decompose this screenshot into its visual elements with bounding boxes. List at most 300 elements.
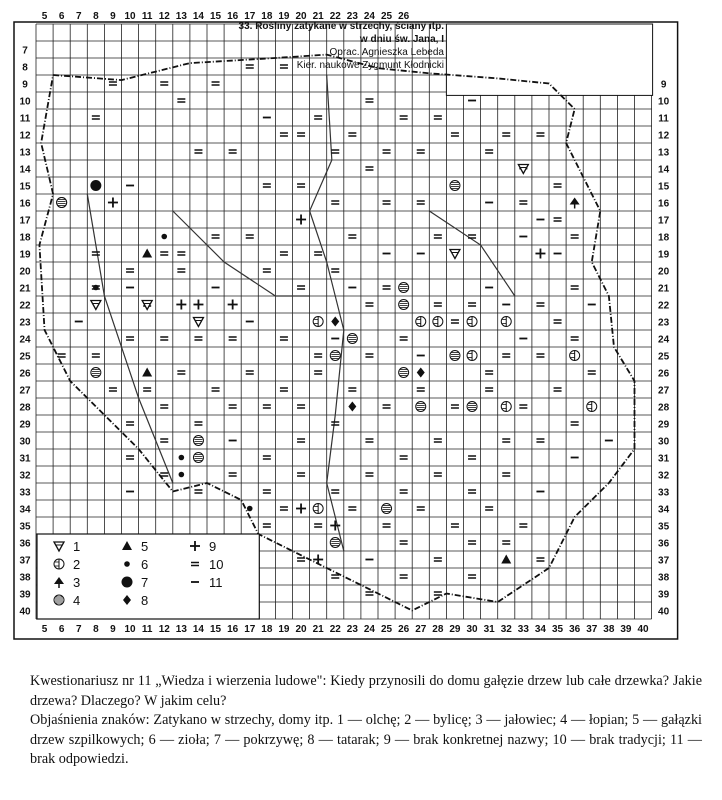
mark-unnamed <box>176 300 186 310</box>
column-number-bottom: 39 <box>620 624 632 635</box>
mark-no-tradition <box>314 354 322 357</box>
mark-juniper <box>570 198 580 209</box>
mark-no-tradition <box>297 558 305 561</box>
mark-unnamed <box>296 215 306 225</box>
mark-mugwort <box>501 402 511 412</box>
column-number-bottom: 12 <box>158 624 170 635</box>
row-number-right: 27 <box>658 385 670 397</box>
row-number-right: 39 <box>658 589 670 601</box>
row-number-left: 24 <box>19 334 31 346</box>
mark-no-tradition <box>263 490 271 493</box>
mark-no-tradition <box>126 456 134 459</box>
mark-no-tradition <box>434 116 442 119</box>
map-subtitle: w dniu św. Jana, I <box>359 34 444 45</box>
row-number-left: 39 <box>19 589 31 601</box>
column-number-bottom: 26 <box>398 624 410 635</box>
row-number-left: 31 <box>19 453 31 465</box>
column-number-bottom: 38 <box>603 624 615 635</box>
mark-no-tradition <box>143 388 151 391</box>
mark-no-tradition <box>331 150 339 153</box>
column-number-bottom: 21 <box>312 624 324 635</box>
mark-no-tradition <box>417 201 425 204</box>
mark-no-tradition <box>502 354 510 357</box>
column-number-bottom: 40 <box>637 624 649 635</box>
row-number-right: 11 <box>658 113 669 125</box>
mark-burdock <box>399 283 409 293</box>
mark-no-tradition <box>177 252 185 255</box>
caption <box>30 672 702 770</box>
mark-no-tradition <box>194 337 202 340</box>
mark-no-tradition <box>434 235 442 238</box>
mark-no-tradition <box>126 269 134 272</box>
row-number-left: 26 <box>19 368 31 380</box>
mark-no-tradition <box>212 82 220 85</box>
mark-no-tradition <box>502 439 510 442</box>
row-number-left: 40 <box>19 606 31 618</box>
row-number-left: 18 <box>19 232 31 244</box>
mark-no-tradition <box>314 524 322 527</box>
row-number-right: 14 <box>658 164 670 176</box>
column-number-bottom: 31 <box>483 624 495 635</box>
row-number-right: 20 <box>658 266 670 278</box>
mark-no-tradition <box>297 184 305 187</box>
mark-no-tradition <box>331 422 339 425</box>
mark-herbs <box>93 285 99 291</box>
column-number-bottom: 28 <box>432 624 444 635</box>
mark-no-tradition <box>400 541 408 544</box>
mark-no-tradition <box>365 592 373 595</box>
mark-no-tradition <box>280 252 288 255</box>
row-number-left: 32 <box>19 470 31 482</box>
mark-burdock <box>91 368 101 378</box>
mark-no-tradition <box>383 286 391 289</box>
mark-mugwort <box>313 504 323 514</box>
row-number-right: 13 <box>658 147 670 159</box>
column-number-bottom: 25 <box>380 624 393 635</box>
mark-no-tradition <box>536 439 544 442</box>
mark-no-tradition <box>434 558 442 561</box>
mark-mugwort <box>313 317 323 327</box>
row-number-left: 33 <box>19 487 31 499</box>
column-number-top: 23 <box>346 11 358 22</box>
mark-no-tradition <box>160 82 168 85</box>
column-number-bottom: 33 <box>517 624 529 635</box>
mark-no-tradition <box>246 65 254 68</box>
mark-no-tradition <box>331 269 339 272</box>
row-number-left: 35 <box>19 521 31 533</box>
row-number-left: 20 <box>19 266 31 278</box>
row-number-left: 17 <box>19 215 31 227</box>
mark-burdock <box>193 436 203 446</box>
legend-label-10: 10 <box>209 557 224 572</box>
mark-no-tradition <box>109 388 117 391</box>
row-number-left: 37 <box>19 555 31 567</box>
mark-no-tradition <box>365 354 373 357</box>
mark-herbs <box>179 472 185 478</box>
column-number-top: 22 <box>329 11 341 22</box>
mark-no-tradition <box>468 456 476 459</box>
mark-no-tradition <box>280 133 288 136</box>
mark-no-tradition <box>417 388 425 391</box>
row-number-right: 29 <box>658 419 670 431</box>
mark-no-tradition <box>571 286 579 289</box>
column-number-top: 12 <box>158 11 170 22</box>
mark-no-tradition <box>348 388 356 391</box>
row-number-right: 18 <box>658 232 670 244</box>
mark-no-tradition <box>417 507 425 510</box>
mark-no-tradition <box>468 303 476 306</box>
mark-no-tradition <box>263 456 271 459</box>
mark-no-tradition <box>502 133 510 136</box>
column-number-bottom: 8 <box>93 624 99 635</box>
mark-conifer-twigs <box>142 368 152 377</box>
column-number-bottom: 22 <box>329 624 341 635</box>
mark-no-tradition <box>212 235 220 238</box>
mark-mugwort <box>570 351 580 361</box>
row-number-right: 37 <box>658 555 670 567</box>
mark-no-tradition <box>365 439 373 442</box>
mark-calamus <box>348 402 356 412</box>
mark-no-tradition <box>109 82 117 85</box>
mark-no-tradition <box>177 269 185 272</box>
column-number-bottom: 18 <box>261 624 273 635</box>
mark-no-tradition <box>502 473 510 476</box>
row-number-left: 23 <box>19 317 31 329</box>
row-number-left: 29 <box>19 419 31 431</box>
row-number-right: 22 <box>658 300 670 312</box>
row-number-right: 25 <box>658 351 670 363</box>
row-number-left: 28 <box>19 402 31 414</box>
row-number-right: 38 <box>658 572 670 584</box>
row-number-right: 40 <box>658 606 670 618</box>
column-number-bottom: 37 <box>586 624 598 635</box>
title-box <box>446 24 652 95</box>
column-number-bottom: 17 <box>244 624 256 635</box>
mark-burdock <box>450 181 460 191</box>
legend-label-9: 9 <box>209 539 217 554</box>
mark-unnamed <box>193 300 203 310</box>
row-number-right: 10 <box>658 96 670 108</box>
mark-alder <box>450 250 460 259</box>
mark-burdock <box>330 351 340 361</box>
column-number-top: 19 <box>278 11 290 22</box>
mark-conifer-twigs <box>501 555 511 564</box>
column-number-top: 9 <box>110 11 116 22</box>
row-number-left: 16 <box>19 198 31 210</box>
mark-no-tradition <box>160 252 168 255</box>
mark-burdock <box>416 402 426 412</box>
mark-burdock <box>347 334 357 344</box>
row-number-right: 16 <box>658 198 670 210</box>
mark-no-tradition <box>519 201 527 204</box>
column-number-bottom: 19 <box>278 624 290 635</box>
mark-no-tradition <box>400 490 408 493</box>
row-number-left: 9 <box>22 79 28 91</box>
mark-no-tradition <box>246 235 254 238</box>
column-number-bottom: 24 <box>363 624 376 635</box>
mark-burdock <box>399 300 409 310</box>
row-number-right: 35 <box>658 521 670 533</box>
legend-label-6: 6 <box>141 557 149 572</box>
mark-herbs <box>247 506 253 512</box>
mark-burdock <box>450 351 460 361</box>
mark-no-tradition <box>280 65 288 68</box>
column-number-bottom: 6 <box>58 624 65 635</box>
column-number-top: 16 <box>227 11 239 22</box>
mark-no-tradition <box>383 150 391 153</box>
column-number-bottom: 9 <box>110 624 116 635</box>
mark-no-tradition <box>263 269 271 272</box>
mark-no-tradition <box>365 473 373 476</box>
mark-no-tradition <box>160 337 168 340</box>
column-number-top: 10 <box>124 11 136 22</box>
mark-no-tradition <box>331 201 339 204</box>
mark-no-tradition <box>297 405 305 408</box>
mark-no-tradition <box>485 371 493 374</box>
caption-question: Kwestionariusz nr 11 „Wiedza i wierzenia ludowe": Kiedy przynosili do domu gałęzie drzew lub całe drzewka? Jakie drzewa? Dlaczego? W jakim celu? <box>30 673 702 709</box>
mark-no-tradition <box>536 558 544 561</box>
row-number-left: 12 <box>19 130 31 142</box>
column-number-top: 8 <box>93 11 99 22</box>
row-number-left: 27 <box>19 385 31 397</box>
row-number-left: 21 <box>19 283 31 295</box>
row-number-right: 30 <box>658 436 670 448</box>
mark-no-tradition <box>314 116 322 119</box>
row-number-right: 15 <box>658 181 670 193</box>
mark-no-tradition <box>263 524 271 527</box>
column-number-top: 20 <box>295 11 307 22</box>
map-supervisor: Kier. naukowe Zygmunt Kłodnicki <box>296 60 444 71</box>
legend-symbol-6 <box>124 561 130 567</box>
legend-label-7: 7 <box>141 575 149 590</box>
column-number-bottom: 5 <box>41 624 48 635</box>
legend-label-2: 2 <box>73 557 81 572</box>
mark-no-tradition <box>365 99 373 102</box>
legend-symbol-4 <box>54 595 64 605</box>
mark-no-tradition <box>246 371 254 374</box>
row-number-right: 33 <box>658 487 670 499</box>
row-number-left: 30 <box>19 436 31 448</box>
mark-no-tradition <box>451 320 459 323</box>
row-number-right: 17 <box>658 215 670 227</box>
mark-no-tradition <box>554 218 562 221</box>
mark-no-tradition <box>554 184 562 187</box>
column-number-bottom: 14 <box>192 624 205 635</box>
mark-no-tradition <box>434 439 442 442</box>
mark-no-tradition <box>160 439 168 442</box>
row-number-right: 28 <box>658 402 670 414</box>
row-number-right: 31 <box>658 453 670 465</box>
mark-no-tradition <box>485 507 493 510</box>
mark-burdock <box>193 453 203 463</box>
mark-no-tradition <box>126 337 134 340</box>
mark-no-tradition <box>280 337 288 340</box>
row-number-left: 8 <box>22 62 28 74</box>
mark-no-tradition <box>348 235 356 238</box>
mark-no-tradition <box>434 303 442 306</box>
mark-burdock <box>382 504 392 514</box>
mark-no-tradition <box>451 524 459 527</box>
mark-burdock <box>399 368 409 378</box>
legend-label-3: 3 <box>73 575 81 590</box>
column-number-bottom: 23 <box>346 624 358 635</box>
mark-no-tradition <box>400 337 408 340</box>
column-number-top: 24 <box>363 11 376 22</box>
mark-no-tradition <box>365 303 373 306</box>
legend-label-4: 4 <box>73 593 81 608</box>
mark-herbs <box>161 234 167 240</box>
column-number-top: 18 <box>261 11 273 22</box>
row-number-right: 32 <box>658 470 670 482</box>
row-number-right: 26 <box>658 368 670 380</box>
mark-no-tradition <box>331 575 339 578</box>
row-number-left: 22 <box>19 300 31 312</box>
row-number-left: 15 <box>19 181 31 193</box>
row-number-right: 34 <box>658 504 670 516</box>
column-number-bottom: 29 <box>449 624 461 635</box>
mark-no-tradition <box>314 252 322 255</box>
column-number-top: 7 <box>75 11 82 22</box>
mark-no-tradition <box>348 133 356 136</box>
column-number-bottom: 16 <box>227 624 239 635</box>
mark-no-tradition <box>212 388 220 391</box>
mark-no-tradition <box>519 524 527 527</box>
mark-no-tradition <box>571 337 579 340</box>
mark-no-tradition <box>348 507 356 510</box>
mark-unnamed <box>313 555 323 565</box>
mark-mugwort <box>501 317 511 327</box>
mark-mugwort <box>433 317 443 327</box>
column-number-top: 26 <box>398 11 410 22</box>
mark-no-tradition <box>229 405 237 408</box>
column-number-bottom: 32 <box>500 624 512 635</box>
mark-no-tradition <box>297 286 305 289</box>
column-number-bottom: 15 <box>209 624 222 635</box>
mark-no-tradition <box>365 167 373 170</box>
mark-mugwort <box>587 402 597 412</box>
country-border <box>39 55 634 611</box>
river <box>87 194 173 483</box>
mark-herbs <box>179 455 185 461</box>
mark-no-tradition <box>468 235 476 238</box>
mark-no-tradition <box>451 405 459 408</box>
mark-no-tradition <box>485 388 493 391</box>
row-number-left: 25 <box>19 351 31 363</box>
mark-no-tradition <box>177 371 185 374</box>
mark-no-tradition <box>502 541 510 544</box>
row-number-left: 10 <box>19 96 31 108</box>
mark-no-tradition <box>229 473 237 476</box>
mark-no-tradition <box>468 490 476 493</box>
mark-unnamed <box>228 300 238 310</box>
column-number-bottom: 35 <box>551 624 564 635</box>
column-number-top: 5 <box>41 11 48 22</box>
mark-no-tradition <box>297 439 305 442</box>
mark-no-tradition <box>400 575 408 578</box>
column-number-bottom: 20 <box>295 624 307 635</box>
row-number-right: 9 <box>660 79 667 91</box>
mark-no-tradition <box>451 133 459 136</box>
mark-no-tradition <box>126 422 134 425</box>
mark-no-tradition <box>536 303 544 306</box>
mark-no-tradition <box>434 473 442 476</box>
row-number-right: 21 <box>658 283 670 295</box>
column-number-top: 11 <box>141 11 153 22</box>
column-number-bottom: 10 <box>124 624 136 635</box>
mark-herbs <box>93 183 99 189</box>
mark-no-tradition <box>536 133 544 136</box>
mark-no-tradition <box>263 405 271 408</box>
mark-no-tradition <box>417 150 425 153</box>
column-number-top: 15 <box>209 11 222 22</box>
mark-no-tradition <box>588 371 596 374</box>
mark-no-tradition <box>297 473 305 476</box>
column-number-bottom: 13 <box>175 624 187 635</box>
legend-symbol-7 <box>122 577 133 588</box>
mark-unnamed <box>108 198 118 208</box>
mark-conifer-twigs <box>142 249 152 258</box>
legend-label-11: 11 <box>209 575 223 590</box>
mark-unnamed <box>296 504 306 514</box>
row-number-left: 19 <box>19 249 31 261</box>
mark-no-tradition <box>400 116 408 119</box>
mark-no-tradition <box>160 405 168 408</box>
mark-no-tradition <box>229 337 237 340</box>
column-number-top: 17 <box>244 11 256 22</box>
map-author: Oprac. Agnieszka Lebeda <box>329 47 444 58</box>
mark-no-tradition <box>331 490 339 493</box>
row-number-right: 36 <box>658 538 670 550</box>
column-number-top: 6 <box>58 11 65 22</box>
mark-no-tradition <box>58 354 66 357</box>
column-number-top: 14 <box>192 11 205 22</box>
mark-no-tradition <box>571 235 579 238</box>
mark-no-tradition <box>383 201 391 204</box>
mark-calamus <box>417 368 425 378</box>
row-number-left: 14 <box>19 164 31 176</box>
mark-unnamed <box>535 249 545 259</box>
mark-alder <box>193 318 203 327</box>
mark-no-tradition <box>263 184 271 187</box>
mark-no-tradition <box>194 422 202 425</box>
mark-mugwort <box>467 317 477 327</box>
mark-no-tradition <box>519 405 527 408</box>
column-number-bottom: 36 <box>569 624 581 635</box>
mark-no-tradition <box>92 116 100 119</box>
mark-no-tradition <box>177 99 185 102</box>
mark-no-tradition <box>571 422 579 425</box>
mark-alder <box>91 301 101 310</box>
row-number-left: 36 <box>19 538 31 550</box>
row-number-left: 34 <box>19 504 31 516</box>
mark-no-tradition <box>383 405 391 408</box>
legend-label-1: 1 <box>73 539 81 554</box>
mark-no-tradition <box>468 575 476 578</box>
caption-legend-explanation: Objaśnienia znaków: Zatykano w strzechy, domy itp. 1 — olchę; 2 — bylicę; 3 — jałowiec; 4 — łopian; 5 — gałązki drzew szpilkowych; 6 — zioła; 7 — pokrzywę; 8 — tatarak; 9 — brak konkretnej nazwy; 10 — brak tradycji; 11 — brak odpowiedzi. <box>30 712 702 767</box>
mark-no-tradition <box>280 388 288 391</box>
mark-burdock <box>467 402 477 412</box>
mark-no-tradition <box>536 354 544 357</box>
mark-no-tradition <box>400 456 408 459</box>
mark-no-tradition <box>485 150 493 153</box>
mark-no-tradition <box>468 541 476 544</box>
mark-mugwort <box>416 317 426 327</box>
mark-no-tradition <box>92 252 100 255</box>
legend-label-8: 8 <box>141 593 149 608</box>
legend-symbol-2 <box>54 559 64 569</box>
river <box>429 211 515 296</box>
mark-calamus <box>331 317 339 327</box>
